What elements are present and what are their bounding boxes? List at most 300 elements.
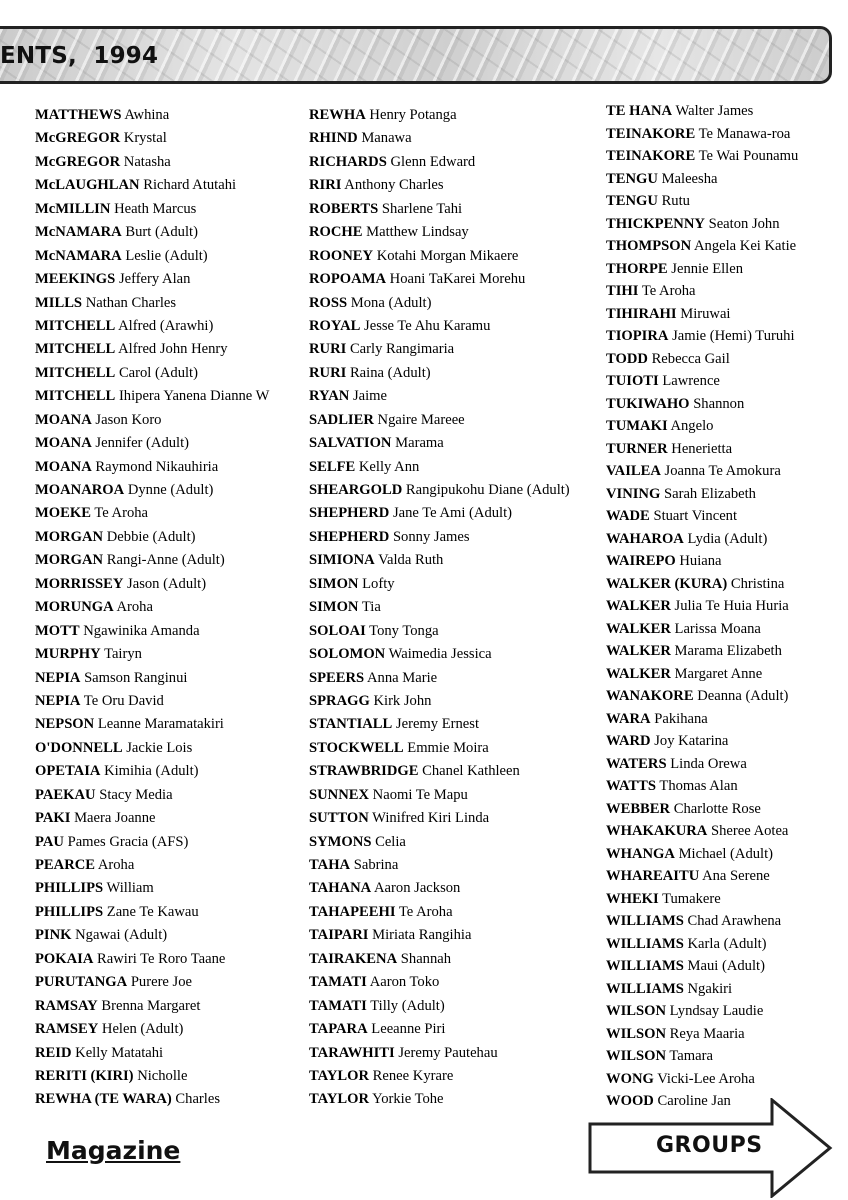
- surname: SIMIONA: [309, 552, 375, 569]
- list-item: [35, 198, 269, 221]
- given-names: Chad Arawhena: [687, 913, 782, 929]
- name-list-column-2: [309, 104, 570, 1112]
- given-names: Caroline Jan: [657, 1093, 731, 1109]
- given-names: Te Manawa-roa: [698, 125, 791, 142]
- given-names: Burt (Adult): [125, 224, 198, 241]
- given-names: Miruwai: [680, 305, 731, 322]
- given-names: Pakihana: [654, 710, 708, 727]
- given-names: Natasha: [123, 153, 171, 170]
- list-item: [35, 127, 269, 150]
- list-item: [606, 100, 798, 123]
- surname: RIRI: [309, 177, 342, 194]
- surname: PAEKAU: [35, 786, 96, 803]
- given-names: Te Aroha: [94, 505, 149, 522]
- given-names: Jesse Te Ahu Karamu: [364, 317, 491, 334]
- given-names: Lyndsay Laudie: [669, 1003, 764, 1019]
- list-item: [309, 854, 570, 877]
- list-item: [309, 1042, 570, 1065]
- surname: STANTIALL: [309, 716, 393, 733]
- surname: SIMON: [309, 575, 359, 592]
- surname: SELFE: [309, 458, 356, 475]
- given-names: Kirk John: [373, 692, 432, 709]
- list-item: [309, 432, 570, 455]
- list-item: [309, 526, 570, 549]
- given-names: Krystal: [123, 130, 167, 147]
- surname: RURI: [309, 364, 347, 381]
- given-names: Julia Te Huia Huria: [674, 598, 789, 614]
- surname: TUIOTI: [606, 373, 659, 389]
- surname: MITCHELL: [35, 364, 116, 381]
- given-names: Jason (Adult): [127, 575, 207, 592]
- list-item: [35, 971, 269, 994]
- list-item: [606, 798, 798, 821]
- list-item: [606, 168, 798, 191]
- given-names: Kotahi Morgan Mikaere: [376, 247, 519, 264]
- given-names: Jeremy Ernest: [395, 716, 479, 733]
- surname: WOOD: [606, 1093, 654, 1109]
- surname: MOANA: [35, 458, 92, 475]
- list-item: [35, 831, 269, 854]
- list-item: [606, 348, 798, 371]
- surname: ROSS: [309, 294, 348, 311]
- surname: RYAN: [309, 388, 350, 405]
- list-item: [35, 432, 269, 455]
- surname: SOLOAI: [309, 622, 366, 639]
- given-names: Jaime: [352, 388, 388, 405]
- given-names: Anna Marie: [367, 669, 438, 686]
- given-names: Emmie Moira: [407, 739, 489, 756]
- list-item: [35, 1088, 269, 1111]
- list-item: [35, 268, 269, 291]
- given-names: Heath Marcus: [114, 200, 197, 217]
- list-item: [309, 620, 570, 643]
- given-names: Ngawai (Adult): [75, 927, 168, 944]
- given-names: Marama Elizabeth: [674, 643, 782, 659]
- surname: RHIND: [309, 130, 358, 147]
- list-item: [606, 370, 798, 393]
- surname: WAIREPO: [606, 553, 676, 569]
- surname: McLAUGHLAN: [35, 177, 140, 194]
- list-item: [309, 1088, 570, 1111]
- given-names: Dynne (Adult): [127, 482, 214, 498]
- surname: MORUNGA: [35, 599, 114, 616]
- given-names: Ngakiri: [687, 980, 733, 997]
- given-names: Reya Maaria: [669, 1025, 745, 1042]
- surname: TAYLOR: [309, 1067, 370, 1084]
- given-names: Aroha: [97, 857, 135, 873]
- surname: MORRISSEY: [35, 575, 124, 592]
- list-item: [606, 505, 798, 528]
- given-names: Rebecca Gail: [651, 350, 730, 367]
- given-names: Michael (Adult): [678, 845, 774, 862]
- given-names: Anthony Charles: [344, 177, 444, 194]
- surname: ROYAL: [309, 317, 361, 334]
- given-names: Matthew Lindsay: [366, 224, 469, 241]
- surname: SPRAGG: [309, 692, 370, 709]
- given-names: Maera Joanne: [74, 810, 156, 827]
- list-item: [309, 502, 570, 525]
- surname: TAIRAKENA: [309, 950, 398, 967]
- surname: SIMON: [309, 599, 359, 616]
- list-item: [35, 807, 269, 830]
- surname: O'DONNELL: [35, 739, 123, 756]
- list-item: [309, 995, 570, 1018]
- surname: POKAIA: [35, 950, 94, 967]
- surname: SYMONS: [309, 833, 372, 850]
- surname: MITCHELL: [35, 341, 116, 358]
- groups-next-button[interactable]: [588, 1098, 834, 1198]
- surname: RURI: [309, 341, 347, 358]
- surname: OPETAIA: [35, 763, 101, 780]
- given-names: Kelly Matatahi: [75, 1044, 164, 1061]
- list-item: [35, 409, 269, 432]
- given-names: Shannah: [400, 950, 452, 967]
- list-item: [606, 1045, 798, 1068]
- list-item: [606, 1023, 798, 1046]
- surname: WILSON: [606, 1048, 667, 1064]
- surname: WILSON: [606, 1025, 667, 1042]
- list-item: [606, 708, 798, 731]
- given-names: Sarah Elizabeth: [663, 485, 756, 502]
- surname: TE HANA: [606, 103, 673, 119]
- surname: PAKI: [35, 810, 71, 827]
- given-names: Kelly Ann: [358, 458, 420, 475]
- surname: PURUTANGA: [35, 974, 128, 991]
- given-names: Pames Gracia (AFS): [67, 833, 189, 850]
- given-names: Tairyn: [104, 646, 142, 663]
- surname: WILLIAMS: [606, 913, 684, 929]
- given-names: Rangi-Anne (Adult): [106, 552, 225, 569]
- list-item: [35, 784, 269, 807]
- surname: WAHAROA: [606, 530, 684, 547]
- list-item: [606, 1068, 798, 1091]
- given-names: Seaton John: [708, 215, 780, 232]
- surname: NEPIA: [35, 692, 81, 709]
- given-names: Te Aroha: [641, 283, 696, 299]
- given-names: Charlotte Rose: [673, 800, 761, 817]
- given-names: Christina: [730, 575, 785, 592]
- given-names: Jamie (Hemi) Turuhi: [672, 328, 795, 344]
- given-names: Vicki-Lee Aroha: [657, 1070, 755, 1087]
- list-item: [35, 573, 269, 596]
- given-names: Lofty: [362, 575, 395, 592]
- surname: WILLIAMS: [606, 958, 684, 974]
- list-item: [309, 924, 570, 947]
- given-names: Aroha: [116, 599, 153, 616]
- list-item: [309, 174, 570, 197]
- list-item: [309, 784, 570, 807]
- given-names: Lawrence: [662, 373, 720, 389]
- list-item: [606, 415, 798, 438]
- given-names: Maui (Adult): [687, 958, 765, 974]
- surname: TENGU: [606, 170, 658, 187]
- surname: MOANA: [35, 411, 92, 428]
- list-item: [606, 685, 798, 708]
- given-names: Ngawinika Amanda: [83, 622, 200, 639]
- surname: SADLIER: [309, 411, 374, 428]
- surname: WATTS: [606, 778, 657, 794]
- given-names: Alfred (Arawhi): [118, 317, 214, 334]
- surname: MOEKE: [35, 505, 91, 522]
- list-item: [309, 901, 570, 924]
- given-names: Angela Kei Katie: [693, 238, 797, 254]
- given-names: Tumakere: [662, 890, 721, 907]
- given-names: Richard Atutahi: [143, 177, 237, 194]
- surname: RERITI (KIRI): [35, 1067, 134, 1084]
- list-item: [35, 385, 269, 408]
- list-item: [606, 955, 798, 978]
- magazine-link[interactable]: Magazine: [46, 1136, 181, 1165]
- surname: VINING: [606, 485, 661, 502]
- list-item: [35, 901, 269, 924]
- list-item: [606, 550, 798, 573]
- surname: WILSON: [606, 1003, 667, 1019]
- list-item: [35, 713, 269, 736]
- list-item: [309, 338, 570, 361]
- given-names: Purere Joe: [130, 974, 193, 991]
- list-item: [309, 807, 570, 830]
- surname: McGREGOR: [35, 153, 121, 170]
- list-item: [309, 292, 570, 315]
- surname: TUMAKI: [606, 418, 668, 434]
- surname: THOMPSON: [606, 238, 692, 254]
- surname: WHEKI: [606, 890, 659, 907]
- surname: WALKER: [606, 620, 671, 637]
- surname: SUTTON: [309, 810, 369, 827]
- page-title: ENTS, 1994: [0, 43, 159, 69]
- list-item: [309, 667, 570, 690]
- list-item: [309, 221, 570, 244]
- given-names: Deanna (Adult): [697, 688, 789, 704]
- given-names: Carol (Adult): [118, 364, 198, 381]
- given-names: Naomi Te Mapu: [372, 786, 468, 803]
- given-names: Manawa: [361, 130, 412, 147]
- surname: PAU: [35, 833, 64, 850]
- given-names: Yorkie Tohe: [372, 1091, 444, 1108]
- surname: PEARCE: [35, 857, 95, 873]
- list-item: [606, 888, 798, 911]
- given-names: Jennifer (Adult): [95, 435, 190, 452]
- surname: MOANAROA: [35, 482, 125, 498]
- given-names: Samson Ranginui: [84, 669, 188, 686]
- given-names: Karla (Adult): [687, 935, 767, 952]
- list-item: [35, 924, 269, 947]
- list-item: [606, 663, 798, 686]
- list-item: [309, 971, 570, 994]
- list-item: [606, 528, 798, 551]
- given-names: Chanel Kathleen: [422, 763, 520, 780]
- list-item: [309, 268, 570, 291]
- surname: MITCHELL: [35, 388, 116, 405]
- list-item: [309, 127, 570, 150]
- list-item: [35, 104, 269, 127]
- list-item: [35, 596, 269, 619]
- list-item: [35, 737, 269, 760]
- list-item: [35, 245, 269, 268]
- surname: MITCHELL: [35, 317, 116, 334]
- surname: TAHAPEEHI: [309, 903, 396, 920]
- list-item: [606, 910, 798, 933]
- list-item: [309, 245, 570, 268]
- given-names: Ihipera Yanena Dianne W: [118, 388, 270, 405]
- given-names: Linda Orewa: [670, 755, 747, 772]
- list-item: [309, 573, 570, 596]
- list-item: [309, 409, 570, 432]
- list-item: [309, 596, 570, 619]
- surname: RAMSEY: [35, 1021, 99, 1038]
- list-item: [35, 338, 269, 361]
- given-names: Alfred John Henry: [118, 341, 228, 358]
- list-item: [606, 190, 798, 213]
- list-item: [309, 948, 570, 971]
- surname: WARD: [606, 733, 651, 749]
- given-names: Joy Katarina: [654, 733, 729, 749]
- list-item: [35, 690, 269, 713]
- surname: WADE: [606, 508, 650, 524]
- list-item: [309, 643, 570, 666]
- surname: TAPARA: [309, 1021, 368, 1038]
- given-names: Sonny James: [392, 528, 470, 545]
- surname: WILLIAMS: [606, 980, 684, 997]
- surname: ROPOAMA: [309, 271, 387, 288]
- surname: VAILEA: [606, 463, 661, 479]
- surname: SHEPHERD: [309, 528, 390, 545]
- surname: MOTT: [35, 622, 80, 639]
- surname: REWHA (TE WARA): [35, 1091, 172, 1108]
- given-names: Larissa Moana: [674, 620, 761, 637]
- surname: MORGAN: [35, 552, 104, 569]
- given-names: Rutu: [661, 193, 690, 209]
- list-item: [606, 258, 798, 281]
- list-item: [606, 595, 798, 618]
- given-names: Maleesha: [661, 170, 718, 187]
- list-item: [35, 479, 269, 502]
- given-names: Joanna Te Amokura: [664, 463, 781, 479]
- given-names: Jennie Ellen: [671, 260, 744, 277]
- given-names: Huiana: [679, 553, 722, 569]
- given-names: Celia: [375, 833, 406, 850]
- surname: THORPE: [606, 260, 668, 277]
- given-names: Jeffery Alan: [118, 271, 191, 288]
- list-item: [606, 393, 798, 416]
- list-item: [35, 877, 269, 900]
- given-names: Ana Serene: [702, 868, 770, 884]
- list-item: [606, 978, 798, 1001]
- given-names: Ngaire Mareee: [377, 411, 465, 428]
- list-item: [35, 221, 269, 244]
- given-names: Margaret Anne: [674, 665, 763, 682]
- list-item: [35, 526, 269, 549]
- surname: TENGU: [606, 193, 658, 209]
- list-item: [35, 362, 269, 385]
- surname: REID: [35, 1044, 72, 1061]
- surname: WHAREAITU: [606, 868, 700, 884]
- surname: TIOPIRA: [606, 328, 669, 344]
- list-item: [309, 760, 570, 783]
- list-item: [606, 933, 798, 956]
- given-names: Waimedia Jessica: [388, 646, 492, 663]
- surname: NEPSON: [35, 716, 95, 733]
- list-item: [606, 640, 798, 663]
- list-item: [606, 1000, 798, 1023]
- surname: SHEARGOLD: [309, 482, 403, 498]
- given-names: Thomas Alan: [659, 778, 738, 794]
- list-item: [309, 1065, 570, 1088]
- list-item: [35, 667, 269, 690]
- given-names: Leanne Maramatakiri: [97, 716, 224, 733]
- surname: WANAKORE: [606, 688, 694, 704]
- list-item: [35, 643, 269, 666]
- surname: TEINAKORE: [606, 125, 696, 142]
- page-header-banner: [0, 26, 832, 84]
- list-item: [309, 831, 570, 854]
- surname: RICHARDS: [309, 153, 387, 170]
- list-item: [309, 385, 570, 408]
- surname: TAIPARI: [309, 927, 369, 944]
- given-names: Brenna Margaret: [101, 997, 201, 1014]
- given-names: Tamara: [669, 1048, 713, 1064]
- given-names: Renee Kyrare: [372, 1067, 454, 1084]
- list-item: [309, 877, 570, 900]
- given-names: William: [106, 880, 154, 897]
- list-item: [309, 690, 570, 713]
- list-item: [606, 775, 798, 798]
- surname: STRAWBRIDGE: [309, 763, 419, 780]
- given-names: Tilly (Adult): [370, 997, 445, 1014]
- given-names: Shannon: [693, 395, 745, 412]
- list-item: [309, 198, 570, 221]
- surname: MOANA: [35, 435, 92, 452]
- surname: PINK: [35, 927, 72, 944]
- list-item: [309, 104, 570, 127]
- given-names: Marama: [395, 435, 444, 452]
- given-names: Helen (Adult): [101, 1021, 184, 1038]
- given-names: Winifred Kiri Linda: [372, 810, 490, 827]
- list-item: [606, 123, 798, 146]
- list-item: [606, 303, 798, 326]
- surname: TEINAKORE: [606, 148, 696, 164]
- surname: THICKPENNY: [606, 215, 705, 232]
- given-names: Walter James: [675, 103, 754, 119]
- given-names: Jason Koro: [95, 411, 162, 428]
- given-names: Te Oru David: [83, 692, 164, 709]
- list-item: [35, 174, 269, 197]
- list-item: [35, 456, 269, 479]
- surname: ROCHE: [309, 224, 363, 241]
- given-names: Zane Te Kawau: [106, 903, 199, 920]
- surname: SHEPHERD: [309, 505, 390, 522]
- list-item: [35, 854, 269, 877]
- list-item: [35, 549, 269, 572]
- list-item: [35, 760, 269, 783]
- surname: MATTHEWS: [35, 107, 122, 123]
- surname: NEPIA: [35, 669, 81, 686]
- list-item: [606, 213, 798, 236]
- given-names: Jane Te Ami (Adult): [392, 505, 513, 522]
- given-names: Sheree Aotea: [711, 823, 789, 839]
- list-item: [35, 948, 269, 971]
- surname: WALKER: [606, 598, 671, 614]
- given-names: Te Aroha: [398, 903, 453, 920]
- given-names: Henry Potanga: [369, 107, 457, 123]
- given-names: Hoani TaKarei Morehu: [389, 271, 526, 288]
- list-item: [309, 151, 570, 174]
- given-names: Henerietta: [671, 440, 733, 457]
- given-names: Rawiri Te Roro Taane: [97, 950, 226, 967]
- surname: TAHANA: [309, 880, 372, 897]
- surname: McMILLIN: [35, 200, 111, 217]
- surname: WALKER (KURA): [606, 575, 728, 592]
